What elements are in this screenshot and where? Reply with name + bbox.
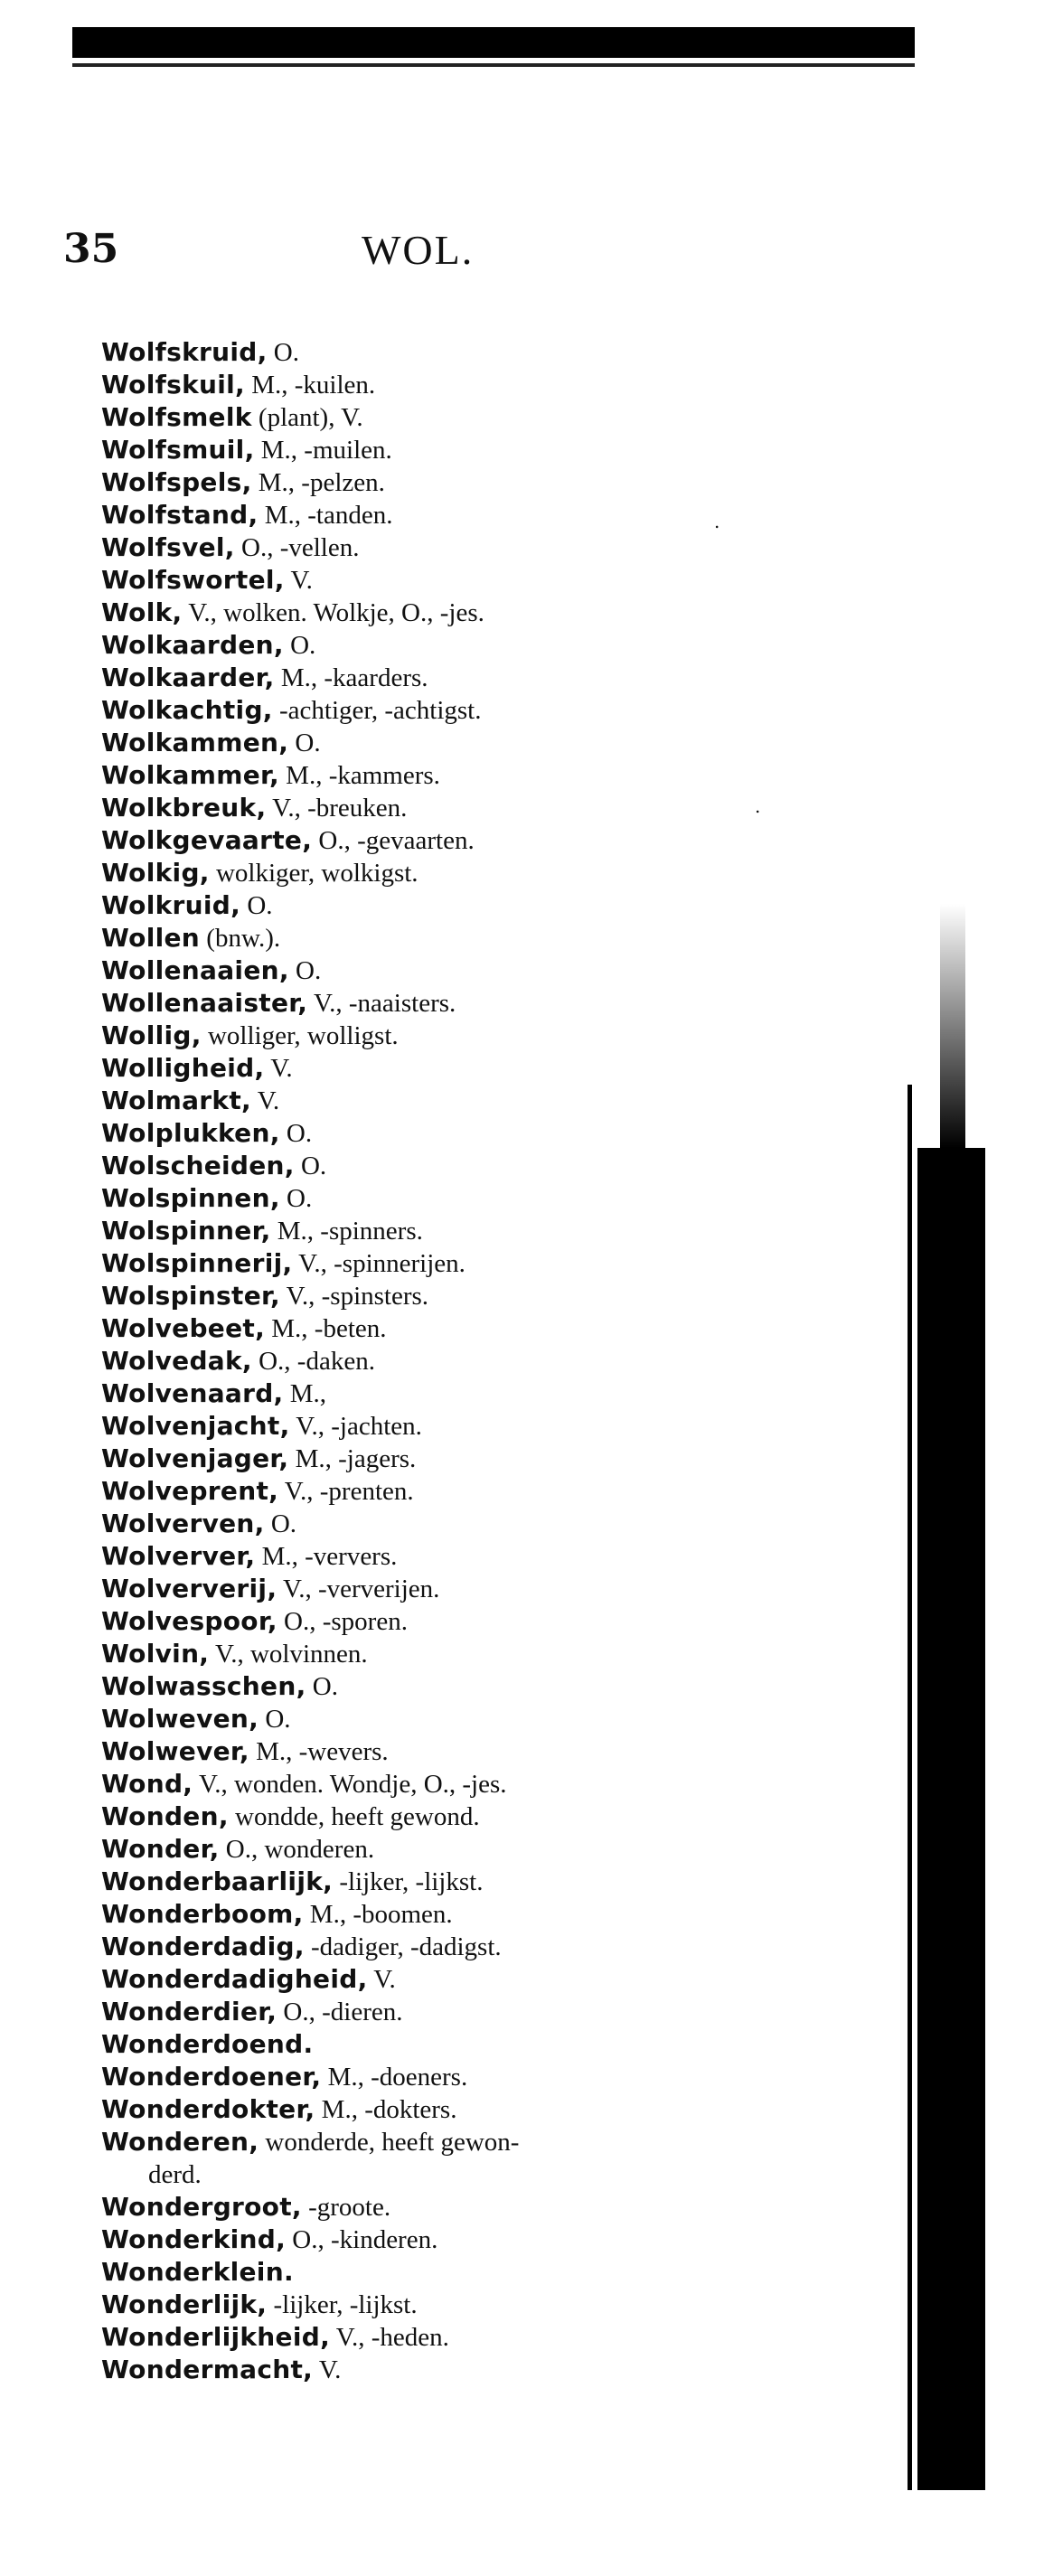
entry-gloss: V. (318, 2355, 342, 2384)
dictionary-entry (101, 1866, 870, 1898)
entry-headword: Wolspinner, (101, 1216, 271, 1246)
entry-headword: Wolwasschen, (101, 1671, 306, 1701)
entry-gloss: O., -vellen. (241, 533, 360, 562)
entry-gloss: -lijker, -lijkst. (273, 2290, 418, 2319)
dictionary-entry (101, 1508, 870, 1540)
dictionary-entry (101, 1377, 870, 1410)
entry-headword: Wolkgevaarte, (101, 825, 313, 855)
entry-headword: Wolwever, (101, 1736, 249, 1766)
dictionary-entry (101, 564, 870, 597)
dictionary-entry (101, 759, 870, 792)
entry-gloss: -dadiger, -dadigst. (311, 1932, 502, 1961)
dictionary-entry (101, 1247, 870, 1280)
entry-gloss: M., -kaarders. (280, 663, 428, 692)
entry-headword: Wolvedak, (101, 1346, 252, 1376)
entry-gloss: -achtiger, -achtigst. (278, 696, 482, 725)
entry-gloss: O. (273, 338, 299, 367)
entry-gloss: V., wolken. Wolkje, O., -jes. (188, 598, 484, 627)
entry-headword: Wolweven, (101, 1704, 259, 1734)
entry-gloss: M., -doeners. (327, 2063, 468, 2092)
dictionary-entry (101, 1182, 870, 1215)
dictionary-entry (101, 727, 870, 759)
entry-headword: Wolvespoor, (101, 1606, 277, 1636)
entry-gloss: M., -pelzen. (258, 468, 385, 497)
entry-headword: Wolkbreuk, (101, 793, 267, 823)
entry-headword: Wonderdoener, (101, 2062, 322, 2092)
entry-headword: Wolkachtig, (101, 695, 273, 725)
entry-headword: Wolmarkt, (101, 1086, 251, 1115)
dictionary-entry (101, 2289, 870, 2321)
entry-headword: Wolkammen, (101, 728, 289, 757)
page-edge-bar (917, 1148, 985, 2490)
dictionary-entry (101, 857, 870, 889)
dictionary-entry (101, 987, 870, 1020)
entry-gloss: (bnw.). (206, 924, 281, 953)
top-rule (72, 27, 915, 58)
entry-headword: Wolkig, (101, 858, 210, 888)
entry-gloss: M., -boomen. (309, 1900, 453, 1929)
entry-gloss: V., -spinsters. (286, 1282, 429, 1311)
dictionary-entry (101, 1117, 870, 1150)
entry-gloss: V., -spinnerijen. (298, 1249, 466, 1278)
running-head: WOL. (362, 227, 475, 273)
dictionary-entry (101, 824, 870, 857)
entry-headword: Wolvenaard, (101, 1378, 284, 1408)
entry-headword: Wolvenjacht, (101, 1411, 290, 1441)
entry-headword: Wollen (101, 923, 201, 953)
dictionary-entry (101, 1280, 870, 1312)
entry-gloss: O., -gevaarten. (318, 826, 475, 855)
dictionary-entry (101, 2061, 870, 2093)
entry-gloss: O., -sporen. (284, 1607, 408, 1636)
dictionary-entry (101, 1020, 870, 1052)
entry-gloss: V., -ververijen. (283, 1575, 440, 1603)
dictionary-entry (101, 1443, 870, 1475)
entry-headword: Wolplukken, (101, 1118, 280, 1148)
dictionary-entry (101, 889, 870, 922)
entry-gloss: M., -muilen. (260, 436, 392, 465)
entry-gloss: M., -beten. (271, 1314, 387, 1343)
entry-gloss: O. (295, 729, 321, 757)
entry-headword: Wolfstand, (101, 500, 259, 530)
dictionary-entry (101, 2321, 870, 2354)
dictionary-entry (101, 369, 870, 401)
entry-headword: Wonder, (101, 1834, 220, 1864)
dictionary-entry (101, 1638, 870, 1670)
dictionary-entry (101, 662, 870, 694)
entry-gloss: O. (312, 1672, 338, 1701)
dictionary-entry (101, 1996, 870, 2028)
entry-headword: Wonderkind, (101, 2224, 287, 2254)
entry-list (101, 336, 870, 2386)
entry-gloss: -lijker, -lijkst. (339, 1867, 484, 1896)
entry-headword: Wolverven, (101, 1509, 265, 1538)
entry-gloss: (plant), V. (258, 403, 363, 432)
dictionary-entry (101, 1605, 870, 1638)
entry-headword: Wolkammer, (101, 760, 279, 790)
entry-continuation: derd. (148, 2160, 202, 2189)
page-edge-line (908, 1085, 912, 2490)
entry-gloss: M., -kammers. (286, 761, 440, 790)
entry-headword: Wolspinster, (101, 1281, 280, 1311)
dictionary-entry (101, 1215, 870, 1247)
page-number: 35 (63, 226, 119, 272)
entry-gloss: M., -tanden. (264, 501, 393, 530)
entry-gloss: O., -daken. (259, 1347, 375, 1376)
dictionary-entry (101, 1898, 870, 1931)
dictionary-entry (101, 401, 870, 434)
entry-headword: Wolfsmuil, (101, 435, 255, 465)
entry-gloss: V., -jachten. (296, 1412, 422, 1441)
entry-headword: Wond, (101, 1769, 193, 1799)
top-rule-thin (72, 63, 915, 67)
entry-headword: Wonderdoend. (101, 2029, 314, 2059)
entry-gloss: M., (289, 1379, 327, 1408)
dictionary-entry (101, 2028, 870, 2061)
entry-headword: Wonderlijkheid, (101, 2322, 331, 2352)
entry-gloss: V., -prenten. (284, 1477, 414, 1506)
entry-gloss: O. (296, 956, 322, 985)
entry-headword: Wolververij, (101, 1574, 277, 1603)
dictionary-entry (101, 1963, 870, 1996)
entry-gloss: O. (286, 1119, 313, 1148)
entry-headword: Wondergroot, (101, 2192, 302, 2222)
entry-gloss: V. (270, 1054, 293, 1083)
entry-headword: Wonden, (101, 1801, 229, 1831)
dictionary-entry (101, 531, 870, 564)
dictionary-entry (101, 1768, 870, 1800)
dictionary-entry (101, 1345, 870, 1377)
entry-headword: Wolvin, (101, 1639, 210, 1669)
entry-gloss: V., wonden. Wondje, O., -jes. (198, 1770, 507, 1799)
dictionary-entry (101, 499, 870, 531)
dictionary-entry (101, 954, 870, 987)
entry-gloss: O., wonderen. (225, 1835, 375, 1864)
entry-gloss: -groote. (308, 2193, 391, 2222)
dictionary-entry (101, 629, 870, 662)
dictionary-entry (101, 922, 870, 954)
entry-headword: Wolvebeet, (101, 1313, 266, 1343)
entry-gloss: M., -ververs. (261, 1542, 398, 1571)
entry-headword: Wolfskuil, (101, 370, 245, 400)
entry-headword: Wonderen, (101, 2127, 259, 2157)
dictionary-entry (101, 1670, 870, 1703)
entry-gloss: M., -spinners. (277, 1217, 423, 1246)
entry-gloss: wolkiger, wolkigst. (215, 859, 419, 888)
dictionary-entry (101, 2354, 870, 2386)
entry-gloss: O., -dieren. (283, 1998, 403, 2026)
entry-headword: Wolspinnerij, (101, 1248, 293, 1278)
entry-gloss: O. (265, 1705, 291, 1734)
dictionary-entry (101, 1735, 870, 1768)
dictionary-entry (101, 1931, 870, 1963)
entry-headword: Wolvenjager, (101, 1443, 289, 1473)
entry-headword: Wolfswortel, (101, 565, 285, 595)
entry-gloss: M., -dokters. (321, 2095, 457, 2124)
entry-headword: Wolkaarder, (101, 663, 275, 692)
entry-headword: Wolk, (101, 597, 183, 627)
dictionary-entry (101, 1085, 870, 1117)
entry-headword: Wonderdadig, (101, 1932, 305, 1961)
entry-gloss: M., -wevers. (256, 1737, 389, 1766)
entry-headword: Wonderbaarlijk, (101, 1866, 334, 1896)
entry-headword: Wolkruid, (101, 890, 241, 920)
entry-headword: Wolfsvel, (101, 532, 235, 562)
entry-headword: Wonderdier, (101, 1997, 277, 2026)
entry-gloss: O. (247, 891, 273, 920)
entry-headword: Wolveprent, (101, 1476, 279, 1506)
entry-gloss: O. (287, 1184, 313, 1213)
entry-gloss: O. (290, 631, 316, 660)
dictionary-entry (101, 2126, 870, 2191)
dictionary-entry (101, 1150, 870, 1182)
dictionary-entry (101, 1052, 870, 1085)
entry-headword: Wolfskruid, (101, 337, 268, 367)
dictionary-entry (101, 2256, 870, 2289)
entry-gloss: V. (373, 1965, 396, 1994)
dictionary-entry (101, 1573, 870, 1605)
entry-gloss: V., -naaisters. (313, 989, 456, 1018)
stray-mark: . (755, 795, 761, 817)
dictionary-entry (101, 466, 870, 499)
dictionary-entry (101, 1475, 870, 1508)
entry-headword: Wonderboom, (101, 1899, 304, 1929)
entry-gloss: wondde, heeft gewond. (235, 1802, 480, 1831)
entry-headword: Wolverver, (101, 1541, 256, 1571)
dictionary-entry (101, 1833, 870, 1866)
entry-headword: Wolkaarden, (101, 630, 284, 660)
entry-gloss: O., -kinderen. (292, 2225, 438, 2254)
entry-headword: Wonderdadigheid, (101, 1964, 368, 1994)
entry-gloss: wonderde, heeft gewon- (265, 2128, 520, 2157)
entry-gloss: V. (257, 1086, 280, 1115)
page-edge-shadow (940, 904, 965, 1148)
entry-gloss: wolliger, wolligst. (207, 1021, 399, 1050)
dictionary-entry (101, 597, 870, 629)
entry-gloss: M., -kuilen. (251, 371, 376, 400)
entry-headword: Wonderlijk, (101, 2289, 268, 2319)
entry-gloss: O. (270, 1509, 297, 1538)
entry-headword: Wollig, (101, 1020, 202, 1050)
entry-headword: Wollenaaister, (101, 988, 308, 1018)
entry-headword: Wollenaaien, (101, 955, 289, 985)
dictionary-entry (101, 1703, 870, 1735)
dictionary-entry (101, 2223, 870, 2256)
dictionary-entry (101, 2191, 870, 2223)
entry-gloss: V., wolvinnen. (214, 1640, 368, 1669)
dictionary-entry (101, 1800, 870, 1833)
dictionary-entry (101, 694, 870, 727)
entry-headword: Wonderdokter, (101, 2094, 315, 2124)
entry-headword: Wolscheiden, (101, 1151, 295, 1180)
entry-headword: Wondermacht, (101, 2355, 314, 2384)
entry-headword: Wolfspels, (101, 467, 252, 497)
dictionary-entry (101, 1312, 870, 1345)
dictionary-entry (101, 336, 870, 369)
entry-gloss: V., -heden. (335, 2323, 449, 2352)
entry-headword: Wolligheid, (101, 1053, 265, 1083)
entry-headword: Wolfsmelk (101, 402, 252, 432)
dictionary-entry (101, 434, 870, 466)
entry-headword: Wolspinnen, (101, 1183, 280, 1213)
dictionary-entry (101, 2093, 870, 2126)
stray-mark: . (714, 511, 720, 532)
entry-gloss: M., -jagers. (295, 1444, 417, 1473)
entry-gloss: O. (300, 1152, 327, 1180)
dictionary-entry (101, 1410, 870, 1443)
entry-gloss: V., -breuken. (272, 794, 408, 823)
dictionary-entry (101, 1540, 870, 1573)
entry-gloss: V. (290, 566, 313, 595)
entry-headword: Wonderklein. (101, 2257, 294, 2287)
